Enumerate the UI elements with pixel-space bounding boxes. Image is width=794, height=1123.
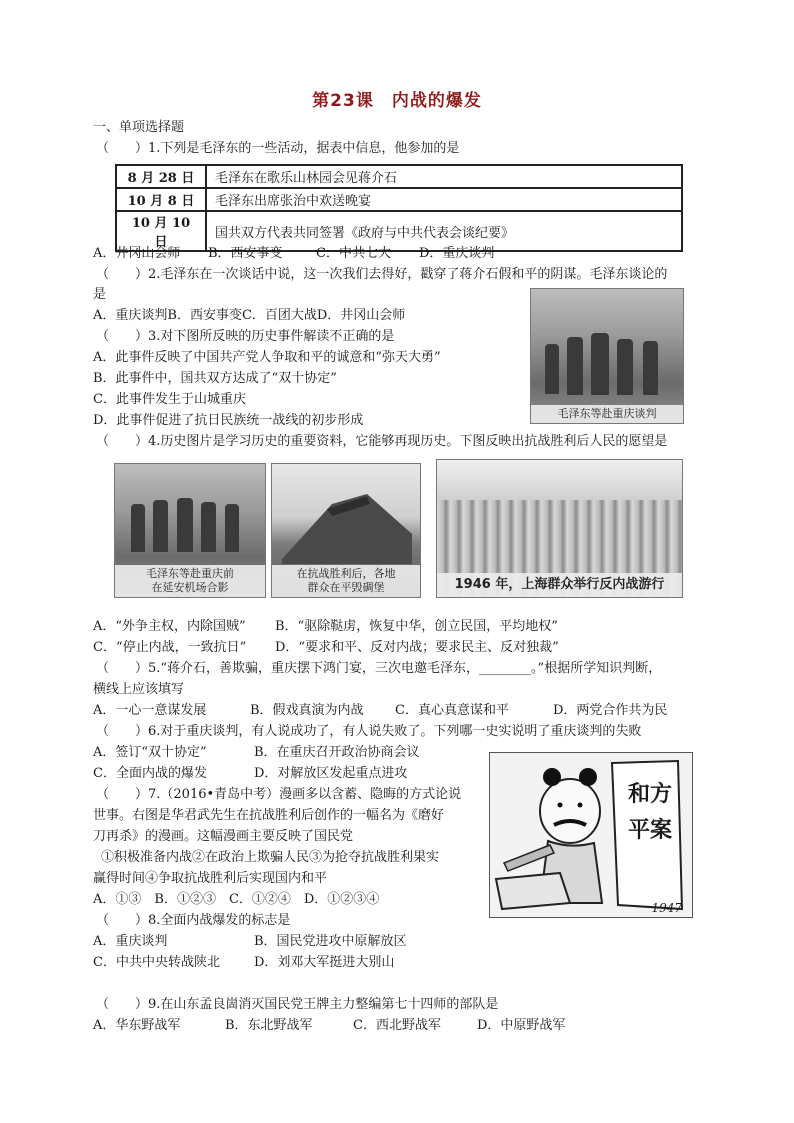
question-7-line-5: 赢得时间④争取抗战胜利后实现国内和平 xyxy=(93,871,328,886)
question-6-stem: （ ）6.对于重庆谈判，有人说成功了，有人说失败了。下列哪一史实说明了重庆谈判的失败 xyxy=(96,724,642,739)
cartoon-board-line: 和方 xyxy=(627,782,672,807)
option-a: A．华东野战军 xyxy=(93,1018,181,1033)
option-d: D．“要求和平、反对内战；要求民主、反对独裁” xyxy=(275,640,559,655)
question-9-stem: （ ）9.在山东孟良崮消灭国民党王牌主力整编第七十四师的部队是 xyxy=(96,997,499,1012)
figure-silhouette xyxy=(591,333,609,395)
figure-silhouette xyxy=(177,498,193,552)
figure-silhouette xyxy=(643,341,658,395)
figure-silhouette xyxy=(545,344,559,394)
question-8-options-row-1 xyxy=(93,932,407,952)
caption-line: 群众在平毁碉堡 xyxy=(307,581,385,594)
option-c: C．中共中央转战陕北 xyxy=(93,955,220,970)
table-cell-event: 国共双方代表共同签署《政府与中共代表会谈纪要》 xyxy=(206,211,682,251)
table-cell-event: 毛泽东在歌乐山林园会见蒋介石 xyxy=(206,165,682,188)
question-8-options-row-2 xyxy=(93,953,394,973)
section-heading: 一、单项选择题 xyxy=(93,120,185,135)
option-c: C．西北野战军 xyxy=(353,1018,441,1033)
option-a: A．此事件反映了中国共产党人争取和平的诚意和“弥天大勇” xyxy=(93,350,441,365)
figure-silhouette xyxy=(617,339,633,395)
figure-silhouette xyxy=(153,500,168,552)
question-1-options xyxy=(93,244,494,264)
figure-silhouette xyxy=(567,337,583,395)
option-d: D．中原野战军 xyxy=(477,1018,566,1033)
option-c: C．真心真意谋和平 xyxy=(395,703,509,718)
question-9-options xyxy=(93,1016,565,1036)
question-5-stem: （ ）5.“蒋介石，善欺骗，重庆摆下鸿门宴，三次电邀毛泽东，________。”根据所学知识判断， xyxy=(96,661,662,676)
question-2-stem: （ ）2.毛泽东在一次谈话中说，这一次我们去得好，戳穿了蒋介石假和平的阴谋。毛泽东谈论的 xyxy=(96,267,668,282)
photo-caption xyxy=(115,565,265,597)
question-6-options-row-2 xyxy=(93,764,407,784)
yanan-airport-photo xyxy=(114,463,266,598)
table-cell-date: 10 月 10 日 xyxy=(116,211,206,251)
option-c: C．“停止内战，一致抗日” xyxy=(93,640,247,655)
crowd-on-wall-graphic xyxy=(272,464,420,564)
question-8-stem: （ ）8.全面内战爆发的标志是 xyxy=(96,913,291,928)
option-b: B．此事件中，国共双方达成了“双十协定” xyxy=(93,371,337,386)
question-7-line-2: 世事。右图是华君武先生在抗战胜利后创作的一幅名为《磨好 xyxy=(93,808,445,823)
option-a: A．重庆谈判 xyxy=(93,934,168,949)
option-d: D．两党合作共为民 xyxy=(553,703,668,718)
option-b: B．假戏真演为内战 xyxy=(250,703,364,718)
option-a: A．井冈山会师 xyxy=(93,246,181,261)
question-5-options xyxy=(93,701,667,721)
question-1-stem: （ ）1.下列是毛泽东的一些活动，据表中信息，他参加的是 xyxy=(96,141,460,156)
question-2-options: A．重庆谈判B．西安事变C．百团大战D．井冈山会师 xyxy=(93,308,406,323)
cartoon-board-line: 平案 xyxy=(627,818,672,843)
shanghai-protest-photo xyxy=(436,459,683,598)
option-d: D．重庆谈判 xyxy=(419,246,495,261)
caption-line: 毛泽东等赴重庆前 xyxy=(146,567,234,580)
photo-caption: 1946 年，上海群众举行反内战游行 xyxy=(437,573,682,597)
option-b: B．在重庆召开政治协商会议 xyxy=(254,745,420,760)
option-a: A．“外争主权，内除国贼” xyxy=(93,619,246,634)
option-b: B．东北野战军 xyxy=(225,1018,313,1033)
table-cell-event: 毛泽东出席张治中欢送晚宴 xyxy=(206,188,682,211)
question-7-line-3: 刀再杀》的漫画。这幅漫画主要反映了国民党 xyxy=(93,829,354,844)
option-c: C．此事件发生于山城重庆 xyxy=(93,392,246,407)
blockhouse-demolition-photo xyxy=(271,463,421,598)
photo-caption: 毛泽东等赴重庆谈判 xyxy=(531,405,683,423)
option-d: D．对解放区发起重点进攻 xyxy=(254,766,408,781)
question-7-options: A．①③ B．①②③ C．①②④ D．①②③④ xyxy=(93,892,380,907)
chongqing-negotiation-photo xyxy=(530,288,684,424)
caption-line: 在抗战胜利后，各地 xyxy=(296,567,396,580)
cartoon-board-text xyxy=(622,777,678,849)
question-4-options-row-2 xyxy=(93,638,559,658)
option-c: C．中共七大 xyxy=(316,246,391,261)
option-a: A．一心一意谋发展 xyxy=(93,703,207,718)
figure-silhouette xyxy=(225,504,239,552)
table-cell-date: 10 月 8 日 xyxy=(116,188,206,211)
table-row xyxy=(116,188,682,211)
question-4-stem: （ ）4.历史图片是学习历史的重要资料，它能够再现历史。下图反映出抗战胜利后人民的愿望是 xyxy=(96,434,668,449)
question-6-options-row-1 xyxy=(93,743,420,763)
option-a: A．签订“双十协定” xyxy=(93,745,207,760)
option-b: B．“驱除鞑虏，恢复中华，创立民国，平均地权” xyxy=(275,619,558,634)
question-7-line-4: ①积极准备内战②在政治上欺骗人民③为抢夺抗战胜利果实 xyxy=(101,850,440,865)
question-7-line-1: （ ）7.（2016•青岛中考）漫画多以含蓄、隐晦的方式论说 xyxy=(96,787,462,802)
option-b: B．国民党进攻中原解放区 xyxy=(254,934,407,949)
cartoon-illustration xyxy=(489,752,693,918)
option-d: D．刘邓大军挺进大别山 xyxy=(254,955,395,970)
sky-banner-area xyxy=(437,460,682,500)
question-3-stem: （ ）3.对下图所反映的历史事件解读不正确的是 xyxy=(96,329,395,344)
page-title: 第23课 内战的爆发 xyxy=(312,91,482,111)
option-c: C．全面内战的爆发 xyxy=(93,766,207,781)
photo-caption xyxy=(272,565,420,597)
figure-silhouette xyxy=(131,504,145,552)
question-5-stem-cont: 横线上应该填写 xyxy=(93,682,185,697)
question-2-stem-cont: 是 xyxy=(93,287,107,302)
figure-silhouette xyxy=(201,502,216,552)
table-row xyxy=(116,165,682,188)
option-d: D．此事件促进了抗日民族统一战线的初步形成 xyxy=(93,413,364,428)
question-4-options-row-1 xyxy=(93,617,558,637)
activity-table xyxy=(115,164,683,252)
cartoon-year: 1947 xyxy=(651,901,682,915)
caption-line: 在延安机场合影 xyxy=(151,581,229,594)
option-b: B．西安事变 xyxy=(208,246,283,261)
table-cell-date: 8 月 28 日 xyxy=(116,165,206,188)
